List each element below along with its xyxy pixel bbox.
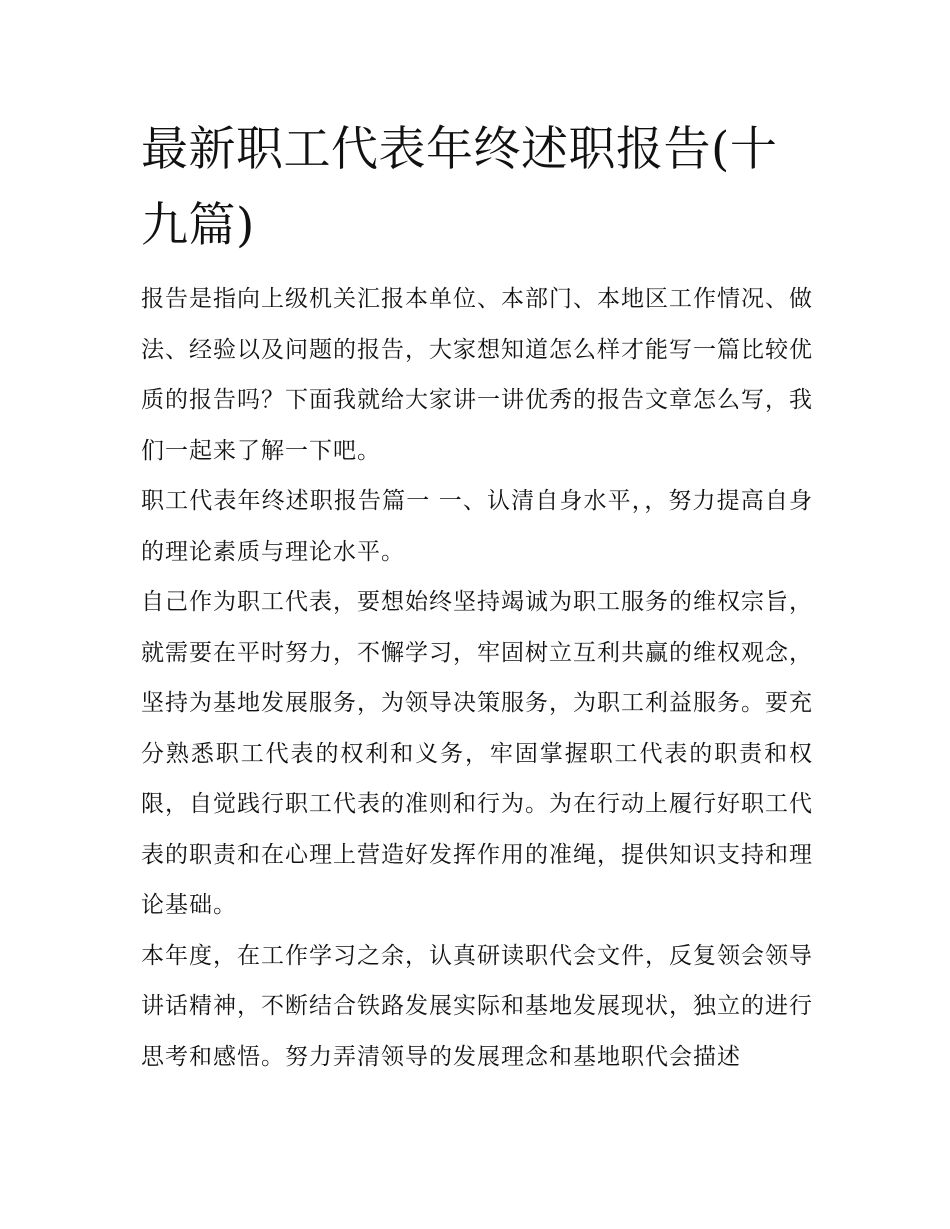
paragraph-intro: 报告是指向上级机关汇报本单位、本部门、本地区工作情况、做法、经验以及问题的报告，大家想知道怎么样才能写一篇比较优质的报告吗？下面我就给大家讲一讲优秀的报告文章怎么写，我们一起来了解一下吧。 [141, 286, 813, 464]
paragraph-annual-study: 本年度，在工作学习之余，认真研读职代会文件，反复领会领导讲话精神，不断结合铁路发展实际和基地发展现状，独立的进行思考和感悟。努力弄清领导的发展理念和基地职代会描述 [141, 942, 813, 1070]
document-body [141, 112, 813, 1082]
document-title: 最新职工代表年终述职报告(十九篇) [141, 122, 778, 253]
paragraph-section-one-heading: 职工代表年终述职报告篇一 一、认清自身水平，，努力提高自身的理论素质与理论水平。 [141, 488, 813, 565]
paragraph-duties: 自己作为职工代表，要想始终坚持竭诚为职工服务的维权宗旨，就需要在平时努力，不懈学习，牢固树立互利共赢的维权观念，坚持为基地发展服务，为领导决策服务，为职工利益服务。要充分熟悉职工代表的权利和义务，牢固掌握职工代表的职责和权限，自觉践行职工代表的准则和行为。为在行动上履行好职工代表的职责和在心理上营造好发挥作用的准绳，提供知识支持和理论基础。 [141, 589, 813, 918]
